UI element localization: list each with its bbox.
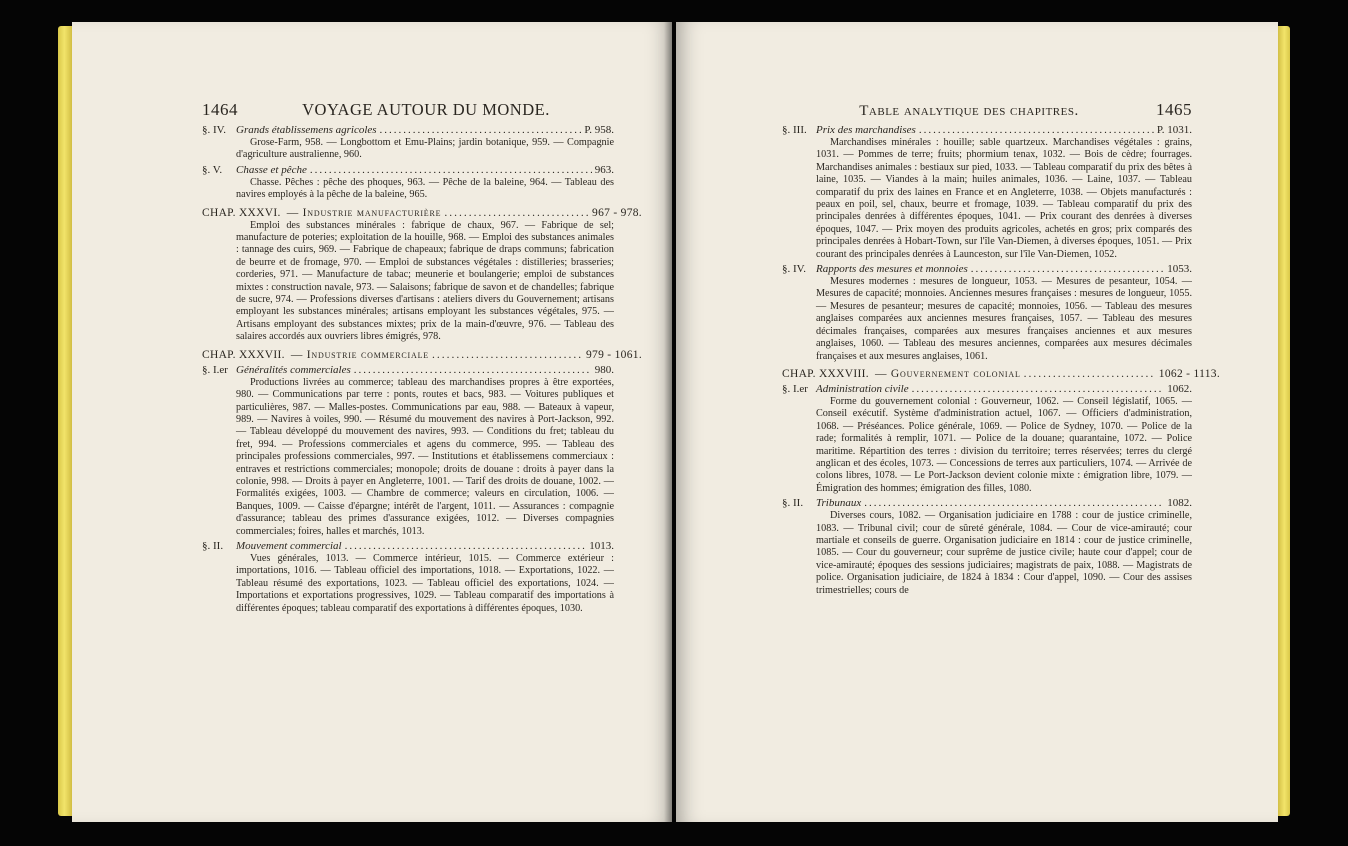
section-title: Administration civile (816, 382, 909, 395)
dot-leader (345, 540, 587, 553)
right-page-content (782, 100, 1220, 597)
left-page-content (202, 100, 642, 615)
dot-leader (919, 124, 1154, 137)
section-title: Tribunaux (816, 497, 862, 510)
chapter-title: — Industrie manufacturière (286, 206, 442, 219)
page-reference: 963. (594, 163, 614, 176)
section-number: §. IV. (782, 263, 806, 276)
dot-leader (971, 263, 1165, 276)
section-number: §. I.er (202, 363, 228, 376)
section-heading (202, 540, 614, 553)
page-range: 1062 - 1113. (1158, 367, 1220, 380)
section-number: §. III. (782, 124, 807, 136)
dot-leader (354, 364, 592, 377)
page-reference: 980. (594, 363, 614, 376)
page-reference: 1053. (1167, 263, 1192, 276)
toc-entries (202, 124, 642, 615)
section-heading (782, 497, 1192, 510)
section-heading (782, 124, 1192, 137)
entry-summary: Mesures modernes : mesures de longueur, 1053. — Mesures de pesanteur, 1054. — Mesures de capacité; monnoies. Anciennes mesures françaises : mesures de longueur, 1055. — Mesures de pesanteur; mesures de capacité; monnoies, 1056. — Tableau des mesures anglaises comparées aux anciennes mesures françaises, 1057. — Tableau des mesures décimales françaises, comparées aux mesures françaises anciennes et aux mesures anglaises, 1060. — Tableau des mesures anciennes, comparées aux mesures décimales françaises et aux mesures anglaises, 1061. (816, 276, 1192, 362)
chapter-heading (202, 348, 642, 362)
running-title: VOYAGE AUTOUR DU MONDE. (302, 100, 550, 119)
book-edge-right (1276, 26, 1290, 816)
toc-entries (782, 124, 1220, 597)
chapter-number: CHAP. XXXVIII. (782, 367, 869, 380)
entry-summary: Emploi des substances minérales : fabrique de chaux, 967. — Fabrique de sel; manufacture de poteries; exploitation de la houille, 968. — Emploi des substances animales : tannage des cuirs, 969. — Fabrique de chapeaux; fabrique de draps communs; fabrication de beurre et de fromage, 970. — Emploi de substances végétales : distilleries; brasseries; corderies, 971. — Manufacture de tabac; meunerie et boulangerie; emploi de substances mixtes : construction navale, 973. — Salaisons; fabrique de savon et de chandelles; fabrique de sucre, 974. — Professions diverses d'artisans : ateliers divers du Gouvernement; artisans employant les substances minérales; artisans employant les substances végétales, 975. — Artisans employant des substances mixtes; prix de la main-d'œuvre, 976. — Tableau des salaires accordés aux ouvriers libres émigrés, 978. (236, 219, 614, 343)
entry-summary: Chasse. Pêches : pêche des phoques, 963. — Pêche de la baleine, 964. — Tableau des navires employés à la pêche de la baleine, 965. (236, 176, 614, 201)
page-number: 1464 (202, 100, 238, 119)
section-heading (782, 263, 1192, 276)
section-heading (202, 124, 614, 137)
section-title: Mouvement commercial (236, 539, 342, 552)
chapter-number: CHAP. XXXVII. (202, 348, 285, 361)
section-title: Généralités commerciales (236, 363, 351, 376)
section-number: §. II. (782, 497, 804, 510)
dot-leader (1024, 367, 1156, 381)
left-page (72, 22, 672, 822)
section-title: Rapports des mesures et monnoies (816, 263, 968, 276)
dot-leader (310, 164, 592, 177)
section-title: Chasse et pêche (236, 163, 307, 176)
chapter-heading (782, 367, 1220, 381)
section-title: Grands établissemens agricoles (236, 124, 377, 136)
section-heading (202, 164, 614, 177)
dot-leader (864, 497, 1164, 510)
dot-leader (380, 124, 582, 137)
page-reference: 1013. (589, 539, 614, 552)
chapter-title: — Gouvernement colonial (874, 367, 1021, 380)
page-range: 967 - 978. (592, 206, 642, 219)
entry-summary: Grose-Farm, 958. — Longbottom et Emu-Plains; jardin botanique, 959. — Compagnie d'agriculture australienne, 960. (236, 137, 614, 161)
page-reference: P. 958. (584, 124, 614, 136)
dot-leader (444, 206, 589, 220)
right-running-head (782, 100, 1192, 122)
section-title: Prix des marchandises (816, 124, 916, 136)
left-running-head (202, 100, 614, 122)
right-page (676, 22, 1278, 822)
section-number: §. IV. (202, 124, 226, 136)
page-reference: 1062. (1167, 382, 1192, 395)
section-number: §. I.er (782, 382, 808, 395)
chapter-heading (202, 206, 642, 220)
section-heading (782, 383, 1192, 396)
entry-summary: Vues générales, 1013. — Commerce intérieur, 1015. — Commerce extérieur : importations, 1016. — Tableau officiel des importations, 1018. — Exportations, 1022. — Tableau résumé des exportations, 1023. — Tableau officiel des exportations, 1024. — Importations et exportations progressives, 1029. — Tableau comparatif des importations à différentes époques; tableau comparatif des exportations à différentes époques, 1030. (236, 552, 614, 614)
entry-summary: Forme du gouvernement colonial : Gouverneur, 1062. — Conseil législatif, 1065. — Conseil exécutif. Système d'administration actuel, 1067. — Officiers d'administration, 1068. — Préséances. Police générale, 1069. — Police de Sydney, 1070. — Police de la rade; formalités à remplir, 1071. — Police de la douane; quarantaine, 1072. — Police maritime. Répartition des terres : division du territoire; terres réservées; terres du clergé anglican et des écoles, 1073. — Concessions de terres aux particuliers, 1074. — Arrivée de colons libres, 1078. — Le Port-Jackson devient colonie mixte : émigration libre, 1079. — Émigration des hommes; émigration des filles, 1080. (816, 395, 1192, 494)
chapter-number: CHAP. XXXVI. (202, 206, 281, 219)
entry-summary: Marchandises minérales : houille; sable quartzeux. Marchandises végétales : grains, 1031. — Pommes de terre; fruits; phormium tenax, 1032. — Bois de cèdre; fourrages. Marchandises animales : bestiaux sur pied, 1033. — Tableau comparatif du prix des bêtes à laine, 1035. — Viandes à la main; huiles animales, 1036. — Laine, 1037. — Tableau comparatif du prix des laines en France et en Angleterre, 1038. — Objets manufacturés : peaux en poil, sel, chaux, beurre et fromage, 1039. — Tableau comparatif du prix des principales denrées à différentes époques, 1041. — Prix courant des denrées à diverses époques, 1047. — Prix moyen des produits agricoles, achetés en gros; prix comparés des principales denrées à Hobart-Town, sur l'île Van-Diemen, à diverses époques, 1051. — Prix courant des principales denrées à Launceston, sur l'île Van-Diemen, 1052. (816, 137, 1192, 260)
section-heading (202, 364, 614, 377)
page-reference: P. 1031. (1156, 124, 1192, 136)
running-title: Table analytique des chapitres. (859, 103, 1079, 119)
page-range: 979 - 1061. (585, 348, 642, 361)
dot-leader (432, 348, 583, 362)
section-number: §. II. (202, 539, 224, 552)
page-reference: 1082. (1167, 497, 1192, 510)
section-number: §. V. (202, 163, 223, 176)
chapter-title: — Industrie commerciale (290, 348, 429, 361)
page-number: 1465 (1156, 100, 1192, 119)
entry-summary: Productions livrées au commerce; tableau des marchandises propres à être exportées, 980. — Communications par terre : ponts, routes et bacs, 983. — Voitures publiques et particulières, 987. — Malles-postes. Communications par eau, 988. — Bateaux à vapeur, 989. — Navires à voiles, 990. — Résumé du mouvement des navires à Port-Jackson, 992. — Tableau développé du mouvement des navires, 993. — Conditions du fret; tableau du fret, 994. — Professions commerciales et agens du commerce, 995. — Tableau des principales professions commerciales, 997. — Institutions et établissemens commerciaux : entraves et restrictions commerciales; monopole; droits de douane : droits à payer dans la colonie, 998. — Droits à payer en Angleterre, 1001. — Tarif des droits de douane, 1002. — Formalités exigées, 1003. — Chambre de commerce; valeurs en circulation, 1006. — Banques, 1009. — Caisse d'épargne; intérêt de l'argent, 1011. — Assurances : compagnie d'assurance; tableau des primes d'assurance exigées, 1012. — Diverses compagnies commerciales; foires, halles et marchés, 1013. (236, 376, 614, 537)
dot-leader (912, 383, 1165, 396)
entry-summary: Diverses cours, 1082. — Organisation judiciaire en 1788 : cour de justice criminelle, 1083. — Tribunal civil; cour de sûreté générale, 1084. — Cour de vice-amirauté; cour martiale et conseils de guerre. Organisation judiciaire en 1814 : cour de justice criminelle, 1085. — Cour du gouverneur; cour suprême de justice civile; haute cour d'appel; cour de vice-amirauté; époques des sessions judiciaires; magistrats de paix, 1088. — Magistrats de police. Organisation judiciaire, de 1824 à 1834 : Cour d'appel, 1090. — Cour des assises trimestrielles; cours de (816, 510, 1192, 596)
